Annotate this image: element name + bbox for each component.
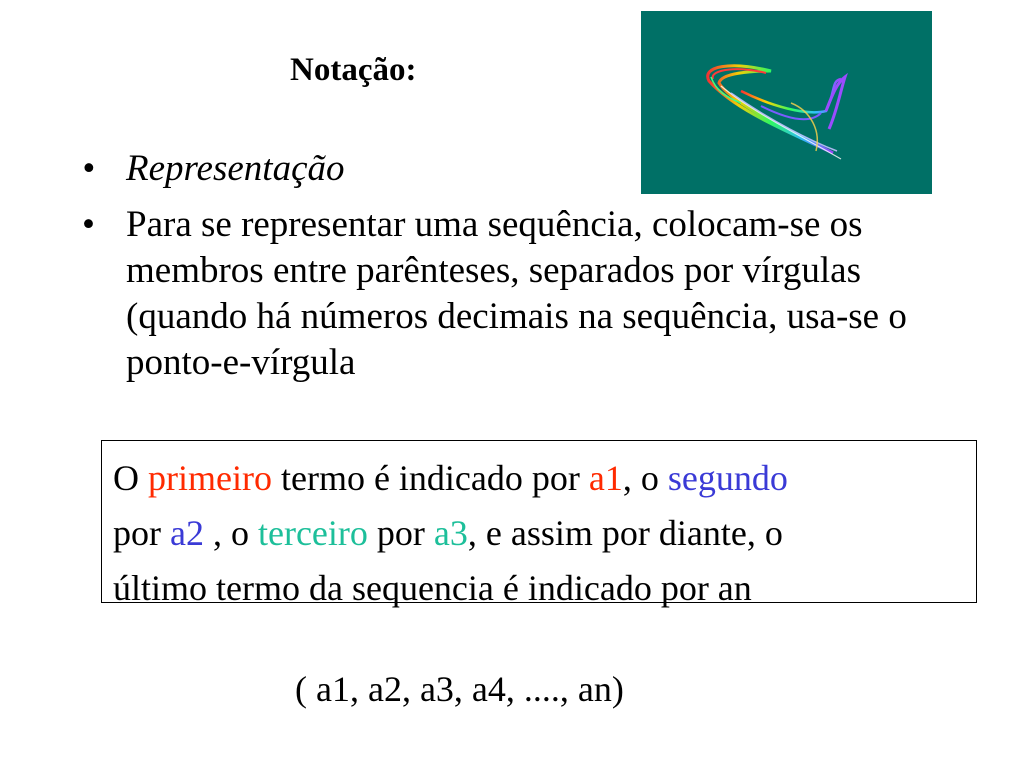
box-text: , o — [622, 458, 668, 498]
highlight-a3: a3 — [433, 513, 468, 553]
highlight-a2: a2 — [170, 513, 204, 553]
bullet-dot: • — [82, 148, 95, 189]
bullet-dot: • — [82, 204, 95, 245]
bullet-item-representacao — [82, 146, 982, 192]
slide-title: Notação: — [290, 52, 417, 88]
box-line-3 — [113, 561, 976, 616]
box-text: , e assim por diante, o — [467, 513, 783, 553]
box-text: último termo da sequencia é indicado por an — [113, 568, 752, 608]
bullet-text: Para se representar uma sequência, colocam-se os membros entre parênteses, separados por vírgulas (quando há números decimais na sequência, usa-se o ponto-e-vírgula — [126, 204, 907, 383]
highlight-terceiro: terceiro — [257, 513, 368, 553]
highlight-primeiro: primeiro — [148, 458, 272, 498]
box-line-2 — [113, 506, 976, 561]
box-line-1 — [113, 451, 976, 506]
bullet-list — [82, 146, 982, 396]
highlight-segundo: segundo — [667, 458, 788, 498]
bullet-item-definition — [82, 202, 982, 386]
definition-box — [101, 440, 977, 608]
sequence-notation: ( a1, a2, a3, a4, ...., an) — [295, 669, 624, 709]
highlight-a1: a1 — [588, 458, 623, 498]
box-text: , o — [203, 513, 258, 553]
box-text: por — [367, 513, 434, 553]
box-text: O — [113, 458, 148, 498]
box-text: termo é indicado por — [271, 458, 589, 498]
bullet-text: Representação — [126, 148, 345, 189]
box-text: por — [113, 513, 170, 553]
